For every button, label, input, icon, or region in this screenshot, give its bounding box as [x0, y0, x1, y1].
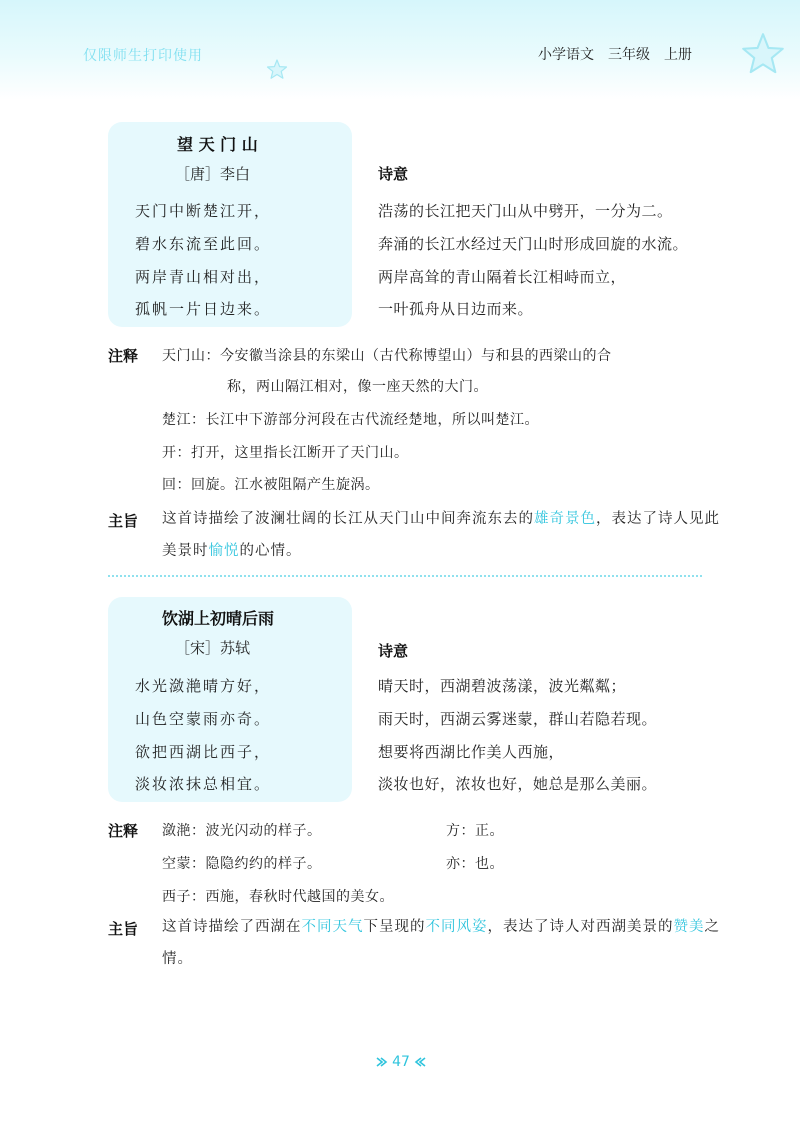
meaning-line: 奔涌的长江水经过天门山时形成回旋的水流。	[378, 235, 689, 253]
highlight: 赞美	[673, 919, 705, 935]
note-item: 天门山：今安徽当涂县的东梁山（古代称博望山）与和县的西梁山的合	[162, 348, 612, 364]
note-item: 称，两山隔江相对，像一座天然的大门。	[227, 379, 488, 395]
poem-line: 欲把西湖比西子，	[135, 743, 272, 761]
highlight: 不同风姿	[425, 919, 488, 935]
meaning-line: 浩荡的长江把天门山从中劈开，一分为二。	[378, 202, 673, 220]
theme-label: 主旨	[108, 920, 139, 938]
poem-line: 碧水东流至此回。	[135, 235, 272, 253]
note-item: 空蒙：隐隐约约的样子。	[162, 856, 322, 872]
note-item: 西子：西施，春秋时代越国的美女。	[162, 889, 394, 905]
meaning-line: 雨天时，西湖云雾迷蒙，群山若隐若现。	[378, 710, 658, 728]
highlight: 雄奇景色	[534, 511, 596, 527]
page-number	[373, 1054, 429, 1070]
meaning-line: 晴天时，西湖碧波荡漾，波光粼粼；	[378, 677, 627, 695]
meaning-line: 淡妆也好，浓妆也好，她总是那么美丽。	[378, 775, 658, 793]
meaning-label: 诗意	[378, 165, 409, 183]
meaning-label: 诗意	[378, 642, 409, 660]
star-icon	[738, 30, 788, 80]
note-item: 方：正。	[446, 823, 504, 839]
theme-text: 这首诗描绘了西湖在不同天气下呈现的不同风姿，表达了诗人对西湖美景的赞美之情。	[162, 919, 720, 967]
poem-line: 天门中断楚江开，	[135, 202, 272, 220]
divider	[108, 575, 702, 577]
star-icon	[265, 58, 289, 82]
poem-title: 望 天 门 山	[177, 135, 258, 154]
poem-author: ［唐］李白	[175, 165, 251, 183]
poem-title: 饮湖上初晴后雨	[162, 609, 275, 628]
note-item: 回：回旋。江水被阻隔产生旋涡。	[162, 477, 380, 493]
theme-label: 主旨	[108, 512, 139, 530]
meaning-line: 一叶孤舟从日边而来。	[378, 300, 534, 318]
note-item: 楚江：长江中下游部分河段在古代流经楚地，所以叫楚江。	[162, 412, 539, 428]
arrow-right-icon	[376, 1057, 388, 1067]
arrow-left-icon	[414, 1057, 426, 1067]
note-item: 亦：也。	[446, 856, 504, 872]
watermark: 仅限师生打印使用	[83, 48, 203, 64]
theme-text: 这首诗描绘了波澜壮阔的长江从天门山中间奔流东去的雄奇景色，表达了诗人见此美景时愉悦的心情。	[162, 511, 720, 559]
note-item: 开：打开，这里指长江断开了天门山。	[162, 445, 409, 461]
poem-line: 孤帆一片日边来。	[135, 300, 272, 318]
page-number-value: 47	[392, 1054, 410, 1070]
meaning-line: 两岸高耸的青山隔着长江相峙而立，	[378, 268, 627, 286]
poem-line: 山色空蒙雨亦奇。	[135, 710, 272, 728]
poem-line: 水光潋滟晴方好，	[135, 677, 272, 695]
poem-line: 淡妆浓抹总相宜。	[135, 775, 272, 793]
notes-label: 注释	[108, 347, 139, 365]
header-title: 小学语文 三年级 上册	[538, 47, 692, 63]
poem-line: 两岸青山相对出，	[135, 268, 272, 286]
poem-author: ［宋］苏轼	[175, 639, 251, 657]
highlight: 愉悦	[208, 543, 240, 559]
highlight: 不同天气	[301, 919, 364, 935]
meaning-line: 想要将西湖比作美人西施，	[378, 743, 565, 761]
note-item: 潋滟：波光闪动的样子。	[162, 823, 322, 839]
notes-label: 注释	[108, 822, 139, 840]
